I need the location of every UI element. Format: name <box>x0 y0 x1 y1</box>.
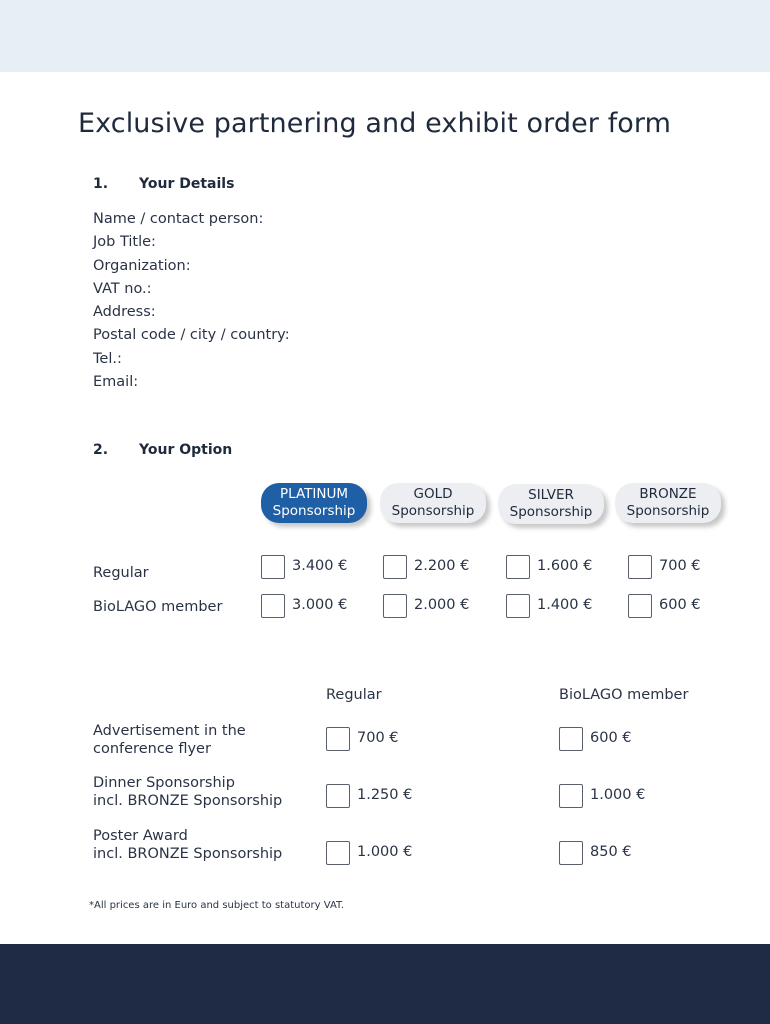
checkbox-platinum-regular[interactable] <box>261 555 285 579</box>
price-gold-regular: 2.200 € <box>414 558 470 574</box>
tier-silver-name: SILVER <box>528 487 574 503</box>
tier-platinum-name: PLATINUM <box>279 486 348 502</box>
row-label-regular: Regular <box>93 565 149 581</box>
field-name-contact[interactable]: Name / contact person: <box>93 211 264 227</box>
details-list <box>93 208 290 394</box>
extra-advertisement-line1: Advertisement in the <box>93 723 246 739</box>
checkbox-silver-member[interactable] <box>506 594 530 618</box>
checkbox-gold-member[interactable] <box>383 594 407 618</box>
extra-label-poster-award <box>93 827 282 863</box>
price-platinum-member: 3.000 € <box>292 597 348 613</box>
field-address[interactable]: Address: <box>93 304 156 321</box>
extras-col-member: BioLAGO member <box>559 687 689 703</box>
section1-number: 1. <box>93 176 109 192</box>
tier-bronze-sub: Sponsorship <box>626 503 710 519</box>
section1-title: Your Details <box>139 176 235 192</box>
price-bronze-regular: 700 € <box>659 558 701 574</box>
price-bronze-member: 600 € <box>659 597 701 613</box>
price-gold-member: 2.000 € <box>414 597 470 613</box>
extra-dinner-line2: incl. BRONZE Sponsorship <box>93 793 283 809</box>
tier-platinum-sub: Sponsorship <box>272 503 356 519</box>
field-job-title[interactable]: Job Title: <box>93 234 156 251</box>
checkbox-silver-regular[interactable] <box>506 555 530 579</box>
price-poster-regular: 1.000 € <box>357 844 413 860</box>
vat-footnote: *All prices are in Euro and subject to statutory VAT. <box>89 900 345 911</box>
tier-platinum-badge <box>261 483 367 523</box>
checkbox-dinner-regular[interactable] <box>326 784 350 808</box>
tier-bronze-name: BRONZE <box>639 486 697 502</box>
checkbox-dinner-member[interactable] <box>559 784 583 808</box>
checkbox-bronze-regular[interactable] <box>628 555 652 579</box>
price-platinum-regular: 3.400 € <box>292 558 348 574</box>
price-poster-member: 850 € <box>590 844 632 860</box>
checkbox-advertisement-regular[interactable] <box>326 727 350 751</box>
row-label-member: BioLAGO member <box>93 599 223 615</box>
section2-title: Your Option <box>139 442 233 458</box>
section2-number: 2. <box>93 442 109 458</box>
checkbox-gold-regular[interactable] <box>383 555 407 579</box>
price-dinner-regular: 1.250 € <box>357 787 413 803</box>
extra-dinner-line1: Dinner Sponsorship <box>93 775 235 791</box>
checkbox-bronze-member[interactable] <box>628 594 652 618</box>
tier-gold-name: GOLD <box>413 486 453 502</box>
extra-poster-line1: Poster Award <box>93 828 188 844</box>
extra-advertisement-line2: conference flyer <box>93 741 211 757</box>
extra-label-dinner <box>93 774 282 810</box>
checkbox-advertisement-member[interactable] <box>559 727 583 751</box>
field-organization[interactable]: Organization: <box>93 257 191 274</box>
price-silver-member: 1.400 € <box>537 597 593 613</box>
tier-silver-sub: Sponsorship <box>509 504 593 520</box>
checkbox-platinum-member[interactable] <box>261 594 285 618</box>
footer-band <box>0 944 770 1024</box>
tier-bronze-badge <box>615 483 721 523</box>
price-advertisement-member: 600 € <box>590 730 632 746</box>
extra-poster-line2: incl. BRONZE Sponsorship <box>93 846 283 862</box>
field-email[interactable]: Email: <box>93 374 139 391</box>
checkbox-poster-regular[interactable] <box>326 841 350 865</box>
tier-silver-badge <box>498 484 604 524</box>
header-band <box>0 0 770 72</box>
price-advertisement-regular: 700 € <box>357 730 399 746</box>
extra-label-advertisement <box>93 722 246 758</box>
tier-gold-badge <box>380 483 486 523</box>
page-title: Exclusive partnering and exhibit order form <box>78 108 672 139</box>
tier-gold-sub: Sponsorship <box>391 503 475 519</box>
field-tel[interactable]: Tel.: <box>93 350 122 367</box>
field-vat[interactable]: VAT no.: <box>93 280 152 297</box>
checkbox-poster-member[interactable] <box>559 841 583 865</box>
price-dinner-member: 1.000 € <box>590 787 646 803</box>
extras-col-regular: Regular <box>326 687 382 703</box>
price-silver-regular: 1.600 € <box>537 558 593 574</box>
field-postal-city-country[interactable]: Postal code / city / country: <box>93 327 290 344</box>
